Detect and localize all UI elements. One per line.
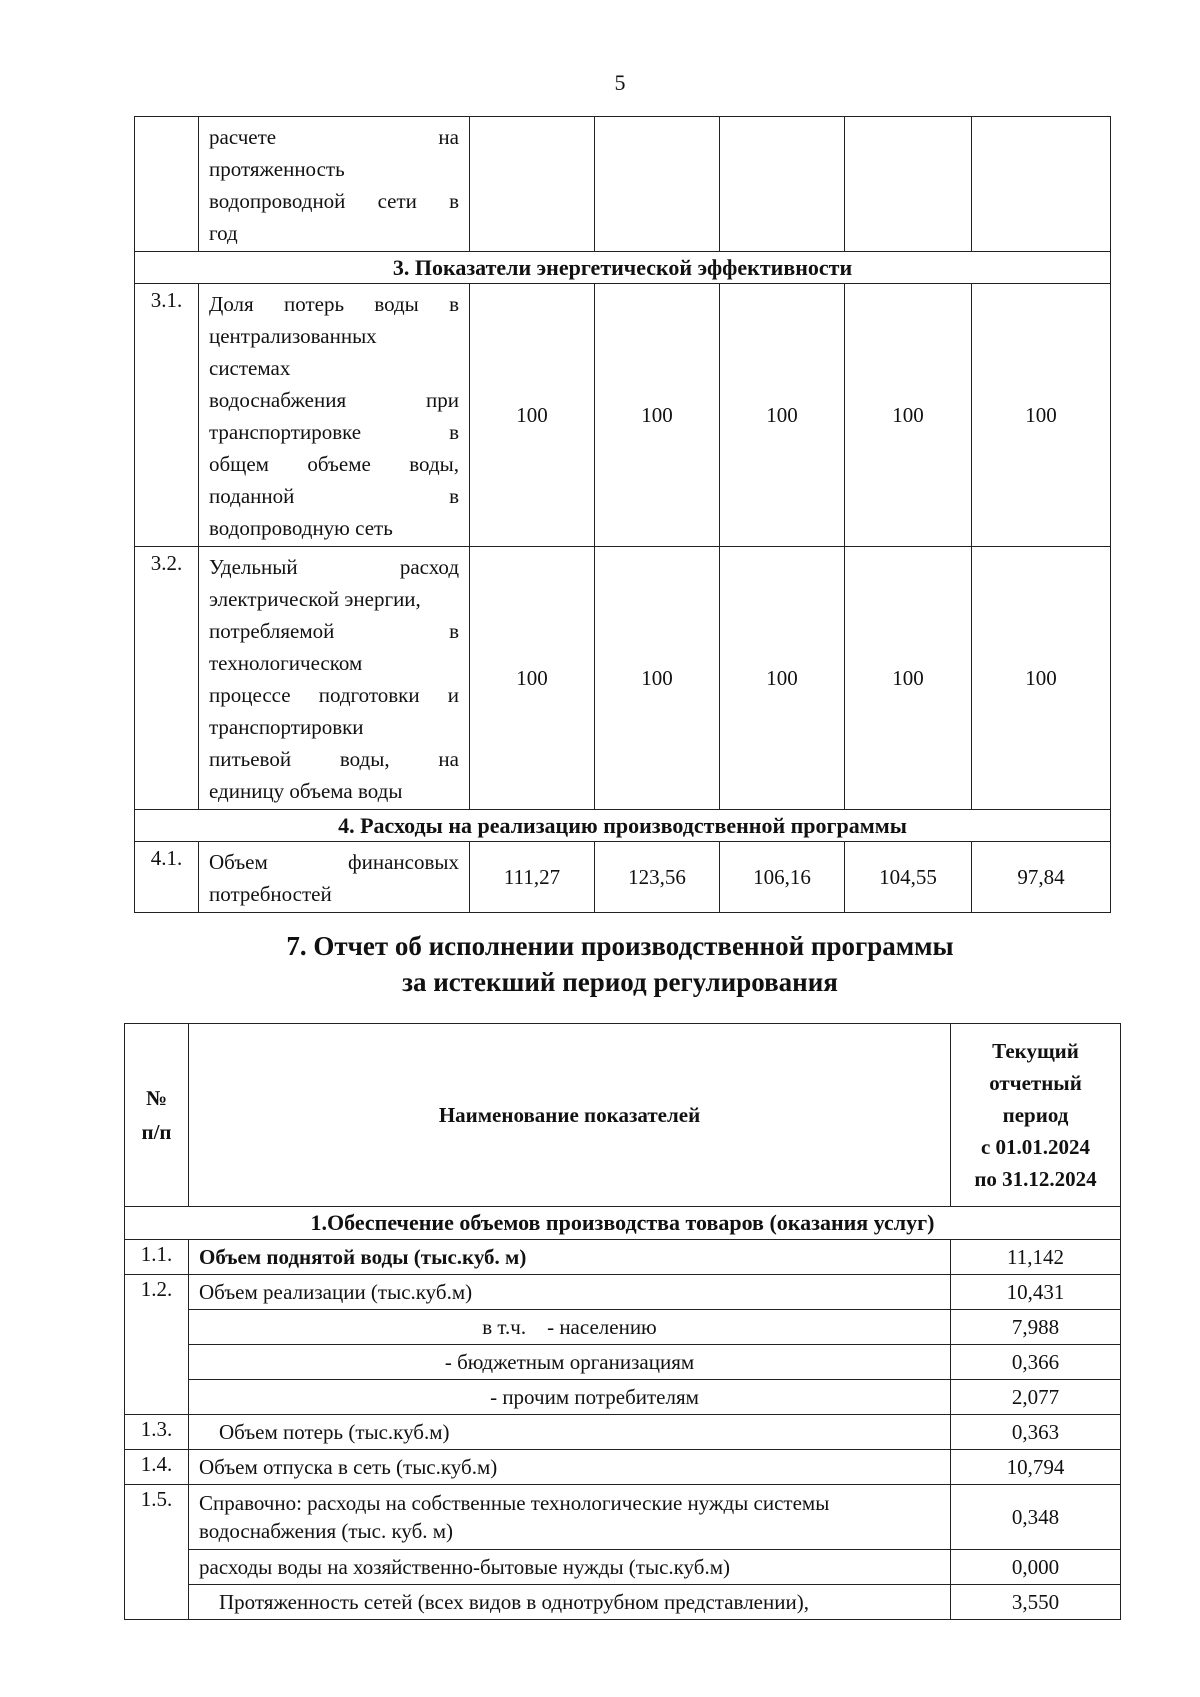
row-number: 1.5. — [125, 1485, 189, 1620]
table-row — [125, 1415, 1121, 1450]
indicator-name: Объем реализации (тыс.куб.м) — [189, 1275, 951, 1310]
indicator-name: Справочно: расходы на собственные технологические нужды системы водоснабжения (тыс. куб. м) — [189, 1485, 951, 1550]
value-cell: 100 — [845, 284, 972, 547]
indicator-name: в т.ч. - населению — [189, 1310, 951, 1345]
row-number: 3.2. — [135, 547, 199, 810]
value-cell: 100 — [720, 284, 845, 547]
section-row — [135, 810, 1111, 842]
indicator-name: Объем поднятой воды (тыс.куб. м) — [189, 1240, 951, 1275]
value-cell: 104,55 — [845, 842, 972, 913]
value-cell — [470, 117, 595, 252]
indicator-name-cell: расчете на протяженность водопроводной сети в год — [199, 117, 470, 252]
row-number: 1.2. — [125, 1275, 189, 1415]
section-row — [125, 1207, 1121, 1240]
value-cell: 97,84 — [972, 842, 1111, 913]
table-row — [135, 284, 1111, 547]
value-cell: 100 — [595, 547, 720, 810]
value-cell — [972, 117, 1111, 252]
column-header-number: № п/п — [125, 1024, 189, 1207]
table-row — [135, 842, 1111, 913]
row-number: 1.3. — [125, 1415, 189, 1450]
table-row — [125, 1380, 1121, 1415]
value-cell: 10,431 — [951, 1275, 1121, 1310]
row-number: 1.4. — [125, 1450, 189, 1485]
value-cell — [845, 117, 972, 252]
indicator-name: Объем потерь (тыс.куб.м) — [189, 1415, 951, 1450]
indicator-name: Протяженность сетей (всех видов в однотрубном представлении), — [189, 1585, 951, 1620]
section-title: 3. Показатели энергетической эффективности — [135, 252, 1111, 284]
value-cell: 11,142 — [951, 1240, 1121, 1275]
row-number: 3.1. — [135, 284, 199, 547]
value-cell: 100 — [972, 547, 1111, 810]
table-row — [125, 1240, 1121, 1275]
value-cell — [595, 117, 720, 252]
table-row — [135, 547, 1111, 810]
value-cell: 100 — [595, 284, 720, 547]
table-row — [125, 1550, 1121, 1585]
indicator-name: - бюджетным организациям — [189, 1345, 951, 1380]
value-cell: 3,550 — [951, 1585, 1121, 1620]
indicator-name-cell: Удельный расход электрической энергии, потребляемой в технологическом процессе подготовки и транспортировки питьевой воды, на единицу объема воды — [199, 547, 470, 810]
report-table — [124, 1023, 1121, 1620]
value-cell: 0,000 — [951, 1550, 1121, 1585]
column-header-name: Наименование показателей — [189, 1024, 951, 1207]
table-row — [125, 1345, 1121, 1380]
indicator-name: расходы воды на хозяйственно-бытовые нужды (тыс.куб.м) — [189, 1550, 951, 1585]
indicator-name: - прочим потребителям — [189, 1380, 951, 1415]
indicator-name: Объем отпуска в сеть (тыс.куб.м) — [189, 1450, 951, 1485]
row-number-cell — [135, 117, 199, 252]
table-row — [125, 1485, 1121, 1550]
header-row — [125, 1024, 1121, 1207]
value-cell: 0,348 — [951, 1485, 1121, 1550]
value-cell: 106,16 — [720, 842, 845, 913]
row-number: 1.1. — [125, 1240, 189, 1275]
section-title: 1.Обеспечение объемов производства товаров (оказания услуг) — [125, 1207, 1121, 1240]
section-title: 4. Расходы на реализацию производственной программы — [135, 810, 1111, 842]
table-row — [125, 1585, 1121, 1620]
value-cell: 0,363 — [951, 1415, 1121, 1450]
value-cell: 100 — [972, 284, 1111, 547]
indicator-name-cell: Объем финансовых потребностей — [199, 842, 470, 913]
table-row — [125, 1310, 1121, 1345]
value-cell: 123,56 — [595, 842, 720, 913]
table-row — [125, 1450, 1121, 1485]
value-cell: 100 — [470, 547, 595, 810]
value-cell: 10,794 — [951, 1450, 1121, 1485]
value-cell: 7,988 — [951, 1310, 1121, 1345]
value-cell: 100 — [845, 547, 972, 810]
indicator-name-cell: Доля потерь воды в централизованных системах водоснабжения при транспортировке в общем объеме воды, поданной в водопроводную сеть — [199, 284, 470, 547]
value-cell: 100 — [470, 284, 595, 547]
value-cell — [720, 117, 845, 252]
value-cell: 2,077 — [951, 1380, 1121, 1415]
row-number: 4.1. — [135, 842, 199, 913]
report-heading — [0, 928, 1200, 1000]
value-cell: 111,27 — [470, 842, 595, 913]
table-row — [135, 117, 1111, 252]
value-cell: 100 — [720, 547, 845, 810]
column-header-period: Текущий отчетный период с 01.01.2024 по 31.12.2024 — [951, 1024, 1121, 1207]
section-row — [135, 252, 1111, 284]
table-row — [125, 1275, 1121, 1310]
report-heading-line: за истекший период регулирования — [402, 967, 838, 997]
value-cell: 0,366 — [951, 1345, 1121, 1380]
report-heading-line: 7. Отчет об исполнении производственной программы — [286, 931, 954, 961]
indicators-table — [134, 116, 1111, 913]
page-number: 5 — [614, 70, 626, 95]
